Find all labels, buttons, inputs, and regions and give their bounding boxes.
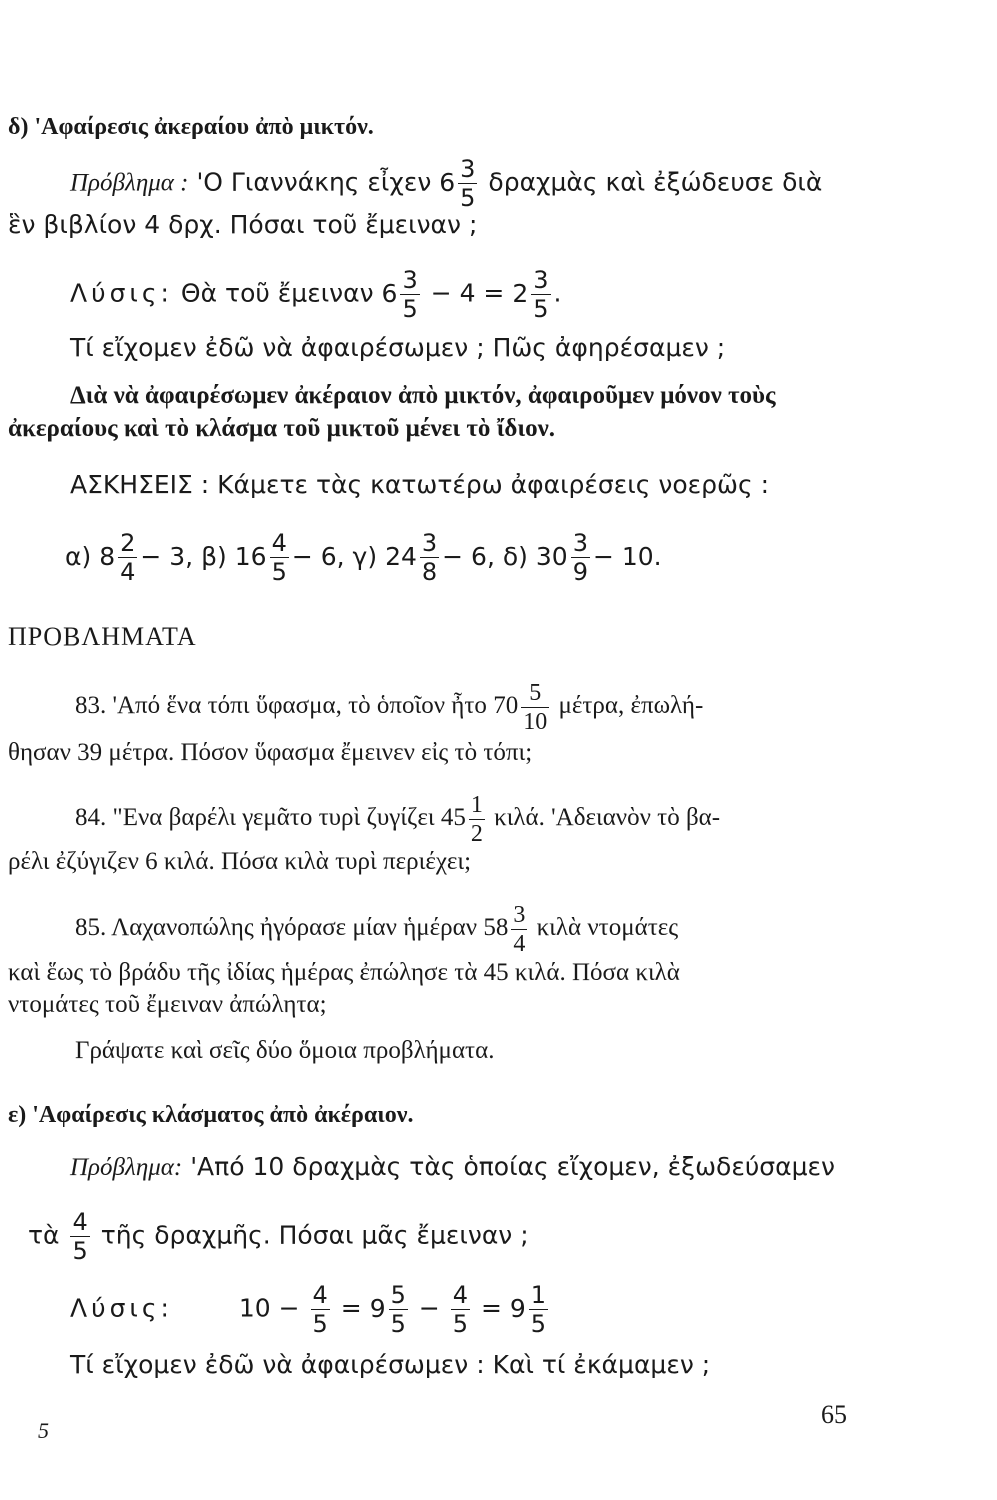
problem-label: Πρόβλημα: (70, 1154, 183, 1181)
fraction (531, 268, 550, 321)
fraction: $\frac{4}{5}$ (72, 1208, 88, 1265)
problem-text: δραχμὰς καὶ ἐξώδευσε διὰ (488, 167, 823, 197)
fraction (458, 157, 477, 210)
solution-label: Λύσις: (70, 278, 173, 308)
problem-85-line1: 85. Λαχανοπώλης ἠγόρασε μίαν ἡμέραν 58 $\frac{3}{4}$ κιλὰ ντομάτες (75, 902, 679, 957)
problem-83-line2: θησαν 39 μέτρα. Πόσον ὕφασμα ἔμεινεν εἰς τὸ τόπι; (8, 739, 533, 766)
operator: − 4 = (430, 278, 505, 308)
solution-text: Θὰ τοῦ ἔμειναν (180, 278, 374, 308)
section-d-problem-line1 (70, 157, 997, 210)
solution-label: Λύσις: (70, 1293, 173, 1323)
page-number: 65 (821, 1400, 847, 1429)
problem-84-line2: ρέλι ἐζύγιζεν 6 κιλά. Πόσα κιλὰ τυρὶ περιέχει; (8, 848, 472, 875)
section-e-problem-line2: τὰ $\frac{4}{5}$ τῆς δραχμῆς. Πόσαι μᾶς ἔμειναν ; (28, 1208, 529, 1265)
whole-part: 6 (439, 167, 456, 197)
section-e-problem-line1: Πρόβλημα: 'Από 10 δραχμὰς τὰς ὁποίας εἴχομεν, ἐξωδεύσαμεν (70, 1152, 836, 1181)
problem-85-line2: καὶ ἕως τὸ βράδυ τῆς ἰδίας ἡμέρας ἐπώλησε τὰ 45 κιλά. Πόσα κιλὰ (8, 959, 680, 986)
problem-label: Πρόβλημα : (70, 169, 189, 197)
fraction (400, 268, 419, 321)
exercises-row (65, 531, 997, 584)
mixed-number (512, 266, 553, 323)
numerator: 3 (533, 266, 549, 294)
numerator: 3 (460, 155, 476, 183)
problem-85-line3: ντομάτες τοῦ ἔμειναν ἀπώλητα; (8, 991, 327, 1018)
write-instruction: Γράψατε καὶ σεῖς δύο ὅμοια προβλήματα. (75, 1037, 495, 1064)
mixed-number: 45 $\frac{1}{2}$ (440, 792, 483, 847)
problem-84-line1: 84. "Ενα βαρέλι γεμᾶτο τυρὶ ζυγίζει 45 $\frac{1}{2}$ κιλά. 'Αδειανὸν τὸ βα- (75, 792, 721, 847)
section-e-question: Τί εἴχομεν ἐδῶ νὰ ἀφαιρέσωμεν : Καὶ τί ἐκάμαμεν ; (70, 1350, 711, 1379)
mixed-number (381, 266, 423, 323)
exercise-b: β) 16 $\frac{4}{5}$ − 6, (201, 529, 345, 586)
section-d-question: Τί εἴχομεν ἐδῶ νὰ ἀφαιρέσωμεν ; Πῶς ἀφηρέσαμεν ; (70, 333, 726, 362)
section-e-heading: ε) 'Αφαίρεσις κλάσματος ἀπὸ ἀκέραιον. (8, 1102, 414, 1128)
rule-line1: Διὰ νὰ ἀφαιρέσωμεν ἀκέραιον ἀπὸ μικτόν, ἀφαιροῦμεν μόνον τοὺς (70, 382, 776, 409)
section-d-problem-line2: ἓν βιβλίον 4 δρχ. Πόσαι τοῦ ἔμειναν ; (8, 210, 478, 239)
section-e-solution: Λύσις: 10 − $\frac{4}{5}$ = 9 $\frac{5}{5}$ − $\frac{4}{5}$ = 9 $\frac{1}{5}$ (70, 1281, 547, 1338)
problems-heading: ΠΡΟΒΛΗΜΑΤΑ (8, 622, 197, 651)
exercise-d: δ) 30 $\frac{3}{9}$ − 10. (502, 529, 662, 586)
section-d-solution (70, 268, 997, 321)
numerator: 3 (402, 266, 418, 294)
mixed-number: 70 $\frac{5}{10}$ (493, 680, 548, 735)
denominator: 5 (533, 295, 549, 323)
exercises-label: ΑΣΚΗΣΕΙΣ : Κάμετε τὰς κατωτέρω ἀφαιρέσεις νοερῶς : (70, 470, 769, 499)
rule-line2: ἀκεραίους καὶ τὸ κλάσμα τοῦ μικτοῦ μένει τὸ ἴδιον. (8, 415, 556, 442)
denominator: 5 (402, 295, 418, 323)
problem-83-line1: 83. 'Από ἕνα τόπι ὕφασμα, τὸ ὁποῖον ἦτο 70 $\frac{5}{10}$ μέτρα, ἐπωλή- (75, 680, 704, 735)
signature-mark: 5 (38, 1418, 49, 1443)
section-d-heading: δ) 'Αφαίρεσις ἀκεραίου ἀπὸ μικτόν. (8, 114, 374, 140)
exercise-c: γ) 24 $\frac{3}{8}$ − 6, (352, 529, 495, 586)
period: . (553, 278, 562, 308)
mixed-number (439, 155, 480, 212)
exercise-a: α) 8 $\frac{2}{4}$ − 3, (65, 529, 194, 586)
denominator: 5 (460, 184, 476, 212)
whole-part: 2 (512, 278, 529, 308)
problem-text: 'Ο Γιαννάκης εἶχεν (196, 167, 432, 197)
mixed-number: 58 $\frac{3}{4}$ (483, 902, 526, 957)
whole-part: 6 (381, 278, 398, 308)
